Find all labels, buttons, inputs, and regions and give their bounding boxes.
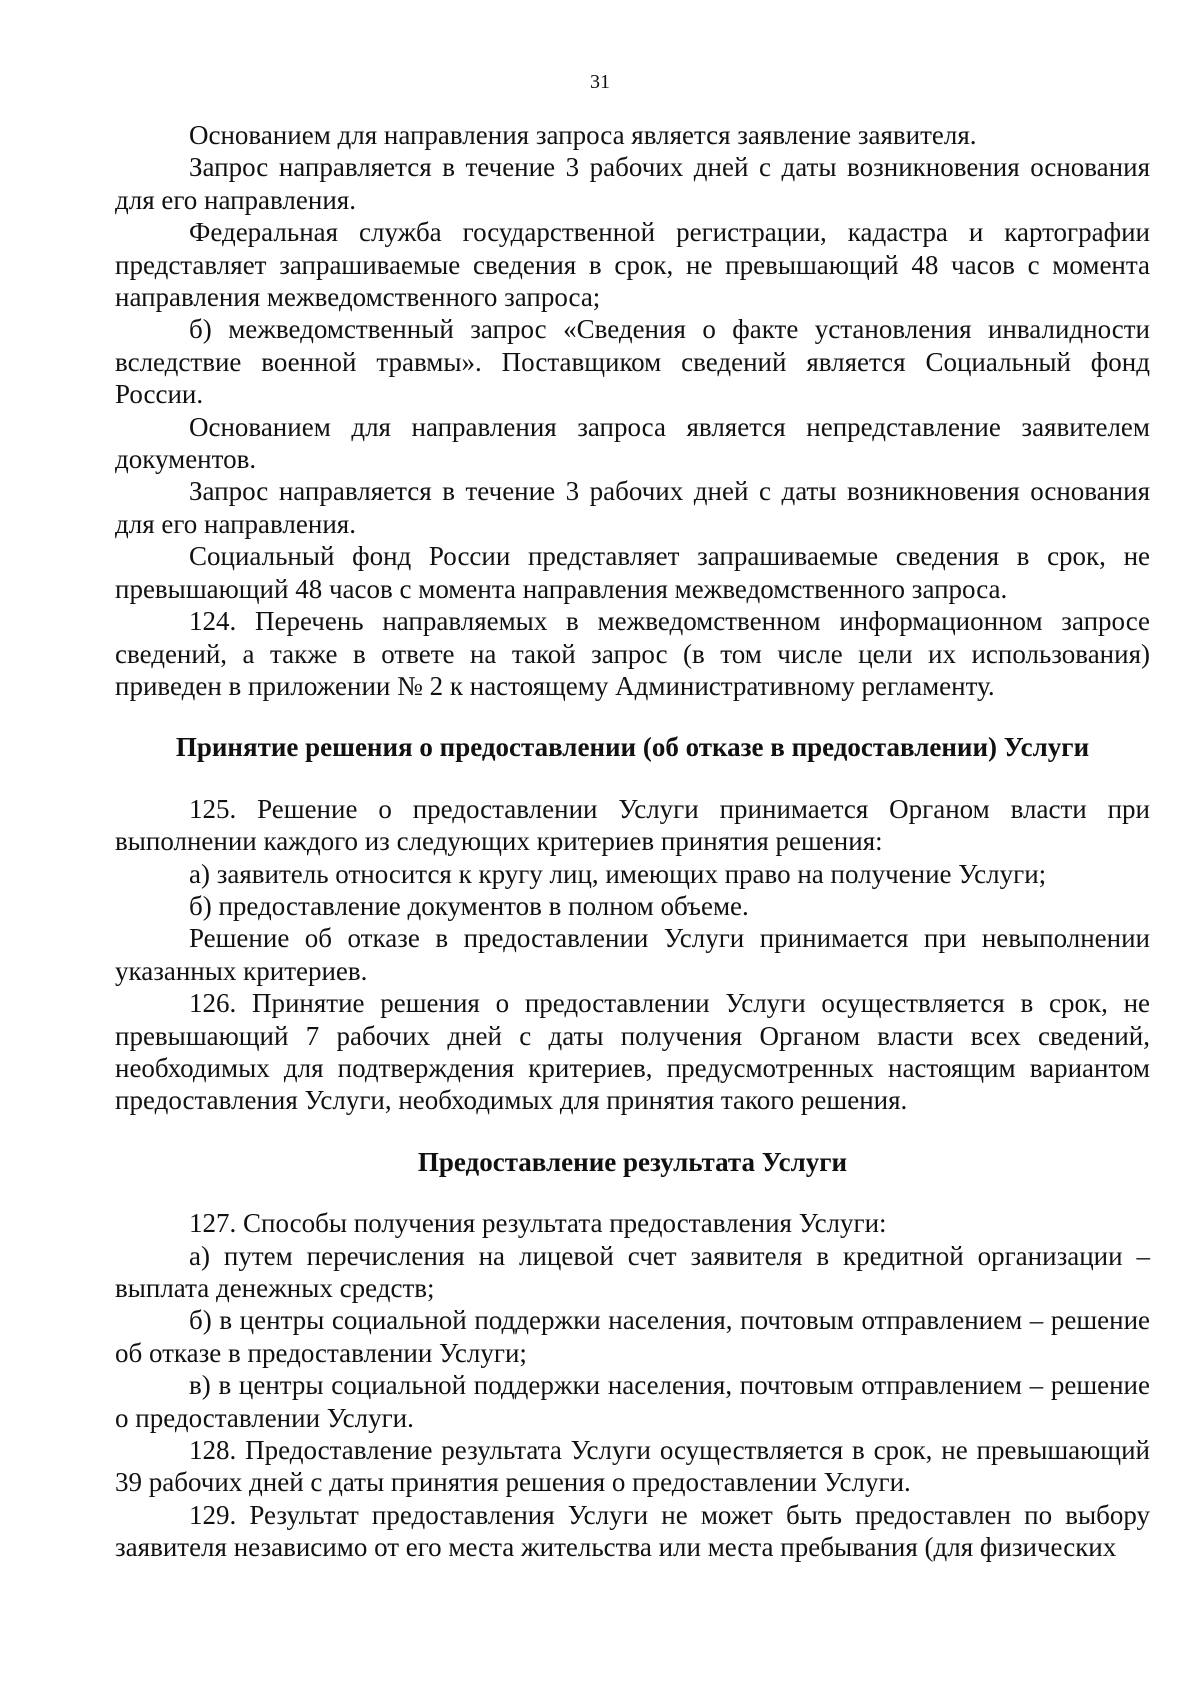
paragraph: Решение об отказе в предоставлении Услуги принимается при невыполнении указанных критериев. (115, 923, 1150, 986)
paragraph: а) заявитель относится к кругу лиц, имеющих право на получение Услуги; (189, 858, 1047, 889)
paragraph: в) в центры социальной поддержки населения, почтовым отправлением – решение о предоставлении Услуги. (115, 1370, 1150, 1433)
paragraph: Основанием для направления запроса является заявление заявителя. (189, 120, 977, 150)
paragraph: 127. Способы получения результата предоставления Услуги: (189, 1208, 887, 1239)
page-number: 31 (590, 71, 610, 93)
paragraph: Основанием для направления запроса является непредставление заявителем документов. (115, 411, 1150, 475)
paragraph: 126. Принятие решения о предоставлении Услуги осуществляется в срок, не превышающий 7 рабочих дней с даты получения Органом власти всех сведений, необходимых для подтверждения критериев, предусмотренных настоящим вариантом предоставления Услуги, необходимых для принятия такого решения. (115, 988, 1150, 1116)
paragraph: 129. Результат предоставления Услуги не может быть предоставлен по выбору заявителя независимо от его места жительства или места пребывания (для физических (115, 1499, 1150, 1563)
paragraph: 124. Перечень направляемых в межведомственном информационном запросе сведений, а также в ответе на такой запрос (в том числе цели их использования) приведен в приложении № 2 к настоящему Административному регламенту. (115, 606, 1150, 701)
paragraph: Федеральная служба государственной регистрации, кадастра и картографии представляет запрашиваемые сведения в срок, не превышающий 48 часов с момента направления межведомственного запроса; (115, 217, 1150, 313)
paragraph: 128. Предоставление результата Услуги осуществляется в срок, не превышающий 39 рабочих дней с даты принятия решения о предоставлении Услуги. (115, 1435, 1150, 1498)
paragraph: 125. Решение о предоставлении Услуги принимается Органом власти при выполнении каждого из следующих критериев принятия решения: (115, 793, 1150, 857)
paragraph: Запрос направляется в течение 3 рабочих дней с даты возникновения основания для его направления. (115, 152, 1150, 215)
paragraph: Социальный фонд России представляет запрашиваемые сведения в срок, не превышающий 48 часов с момента направления межведомственного запроса. (115, 541, 1150, 604)
paragraph: б) предоставление документов в полном объеме. (189, 890, 749, 921)
document-body (115, 119, 1150, 1564)
paragraph: Запрос направляется в течение 3 рабочих дней с даты возникновения основания для его направления. (115, 476, 1150, 539)
paragraph: б) межведомственный запрос «Сведения о факте установления инвалидности вследствие военной травмы». Поставщиком сведений является Социальный фонд России. (115, 314, 1150, 410)
section-heading: Принятие решения о предоставлении (об отказе в предоставлении) Услуги (175, 732, 1090, 763)
section-heading: Предоставление результата Услуги (417, 1146, 848, 1177)
paragraph: б) в центры социальной поддержки населения, почтовым отправлением – решение об отказе в предоставлении Услуги; (115, 1305, 1150, 1368)
paragraph: а) путем перечисления на лицевой счет заявителя в кредитной организации – выплата денежных средств; (115, 1240, 1150, 1303)
